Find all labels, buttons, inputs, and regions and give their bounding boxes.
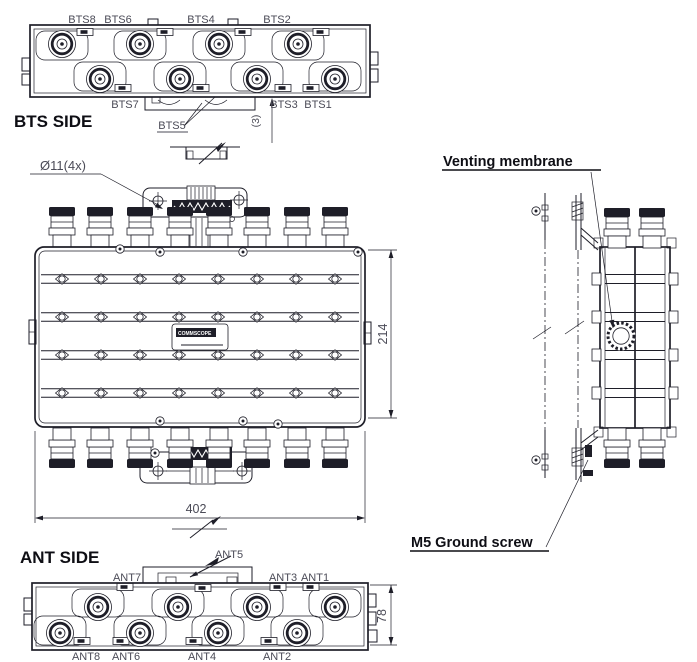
height-dim-text: 214 (376, 323, 390, 345)
rib-1 (41, 274, 359, 284)
ant5-port (165, 594, 192, 621)
bts1-port (322, 66, 349, 93)
section-flag-icon (211, 516, 221, 525)
bts-bottom-bracket (145, 97, 255, 110)
height-dimension-214 (368, 250, 397, 418)
ant7-port (85, 594, 112, 621)
venting-membrane (607, 322, 636, 351)
break-mark (533, 327, 551, 339)
ant5-callout-label: ANT5 (214, 549, 244, 561)
mounting-bracket-plate (572, 193, 598, 482)
ant-vent-slots (74, 584, 319, 645)
width-dim-text: 402 (185, 502, 207, 516)
bts-ports (49, 31, 349, 93)
ground-screw-callout (410, 460, 588, 551)
ant1-port (322, 594, 349, 621)
rib-2 (41, 312, 359, 322)
bts1-label: BTS1 (304, 99, 332, 111)
ant-side-view (20, 548, 397, 662)
front-view (29, 158, 397, 538)
logo-text: COMMSCOPE (178, 331, 212, 337)
rib-4 (41, 388, 359, 398)
ant-height-dim-text: 78 (375, 609, 389, 623)
bts2-label: BTS2 (263, 14, 291, 26)
ant8-port (47, 620, 74, 647)
ant7-label: ANT7 (112, 572, 142, 584)
venting-label: Venting membrane (443, 154, 573, 170)
top-mounting-flange (143, 186, 248, 247)
ground-screw-label: M5 Ground screw (411, 535, 533, 551)
ant2-label: ANT2 (262, 651, 292, 662)
bts6-label: BTS6 (104, 14, 132, 26)
ant8-label: ANT8 (71, 651, 101, 662)
offset-dim-text: (3) (250, 114, 262, 128)
bts3-port (244, 66, 271, 93)
bts4-label: BTS4 (187, 14, 215, 26)
bts5-callout-label: BTS5 (158, 120, 186, 132)
bts8-label: BTS8 (68, 14, 96, 26)
ant4-label: ANT4 (187, 651, 217, 662)
bts-side-view (14, 14, 378, 164)
commscope-logo (172, 324, 228, 350)
wall-screw-bottom (532, 456, 540, 464)
bts7-port (87, 66, 114, 93)
side-profile-view (410, 154, 678, 551)
ant2-port (284, 620, 311, 647)
bts2-port (285, 31, 312, 58)
bts8-port (49, 31, 76, 58)
ground-screw-bolt (585, 445, 592, 457)
rib-3 (41, 350, 359, 360)
bts5-port (167, 66, 194, 93)
bts3-label: BTS3 (270, 99, 298, 111)
bts-side-title: BTS SIDE (14, 112, 93, 131)
ant4-port (205, 620, 232, 647)
ant6-label: ANT6 (111, 651, 141, 662)
ant-side-title: ANT SIDE (20, 548, 100, 567)
ant3-port (244, 594, 271, 621)
wall-screw-top (532, 207, 540, 215)
bts6-port (127, 31, 154, 58)
break-mark (565, 321, 584, 334)
bts-detail-bracket (170, 142, 240, 164)
hole-dim-text: Ø11(4x) (40, 158, 86, 173)
ant6-port (127, 620, 154, 647)
ant3-label: ANT3 (268, 572, 298, 584)
bts7-label: BTS7 (111, 99, 139, 111)
ant1-label: ANT1 (300, 572, 330, 584)
bts4-port (206, 31, 233, 58)
